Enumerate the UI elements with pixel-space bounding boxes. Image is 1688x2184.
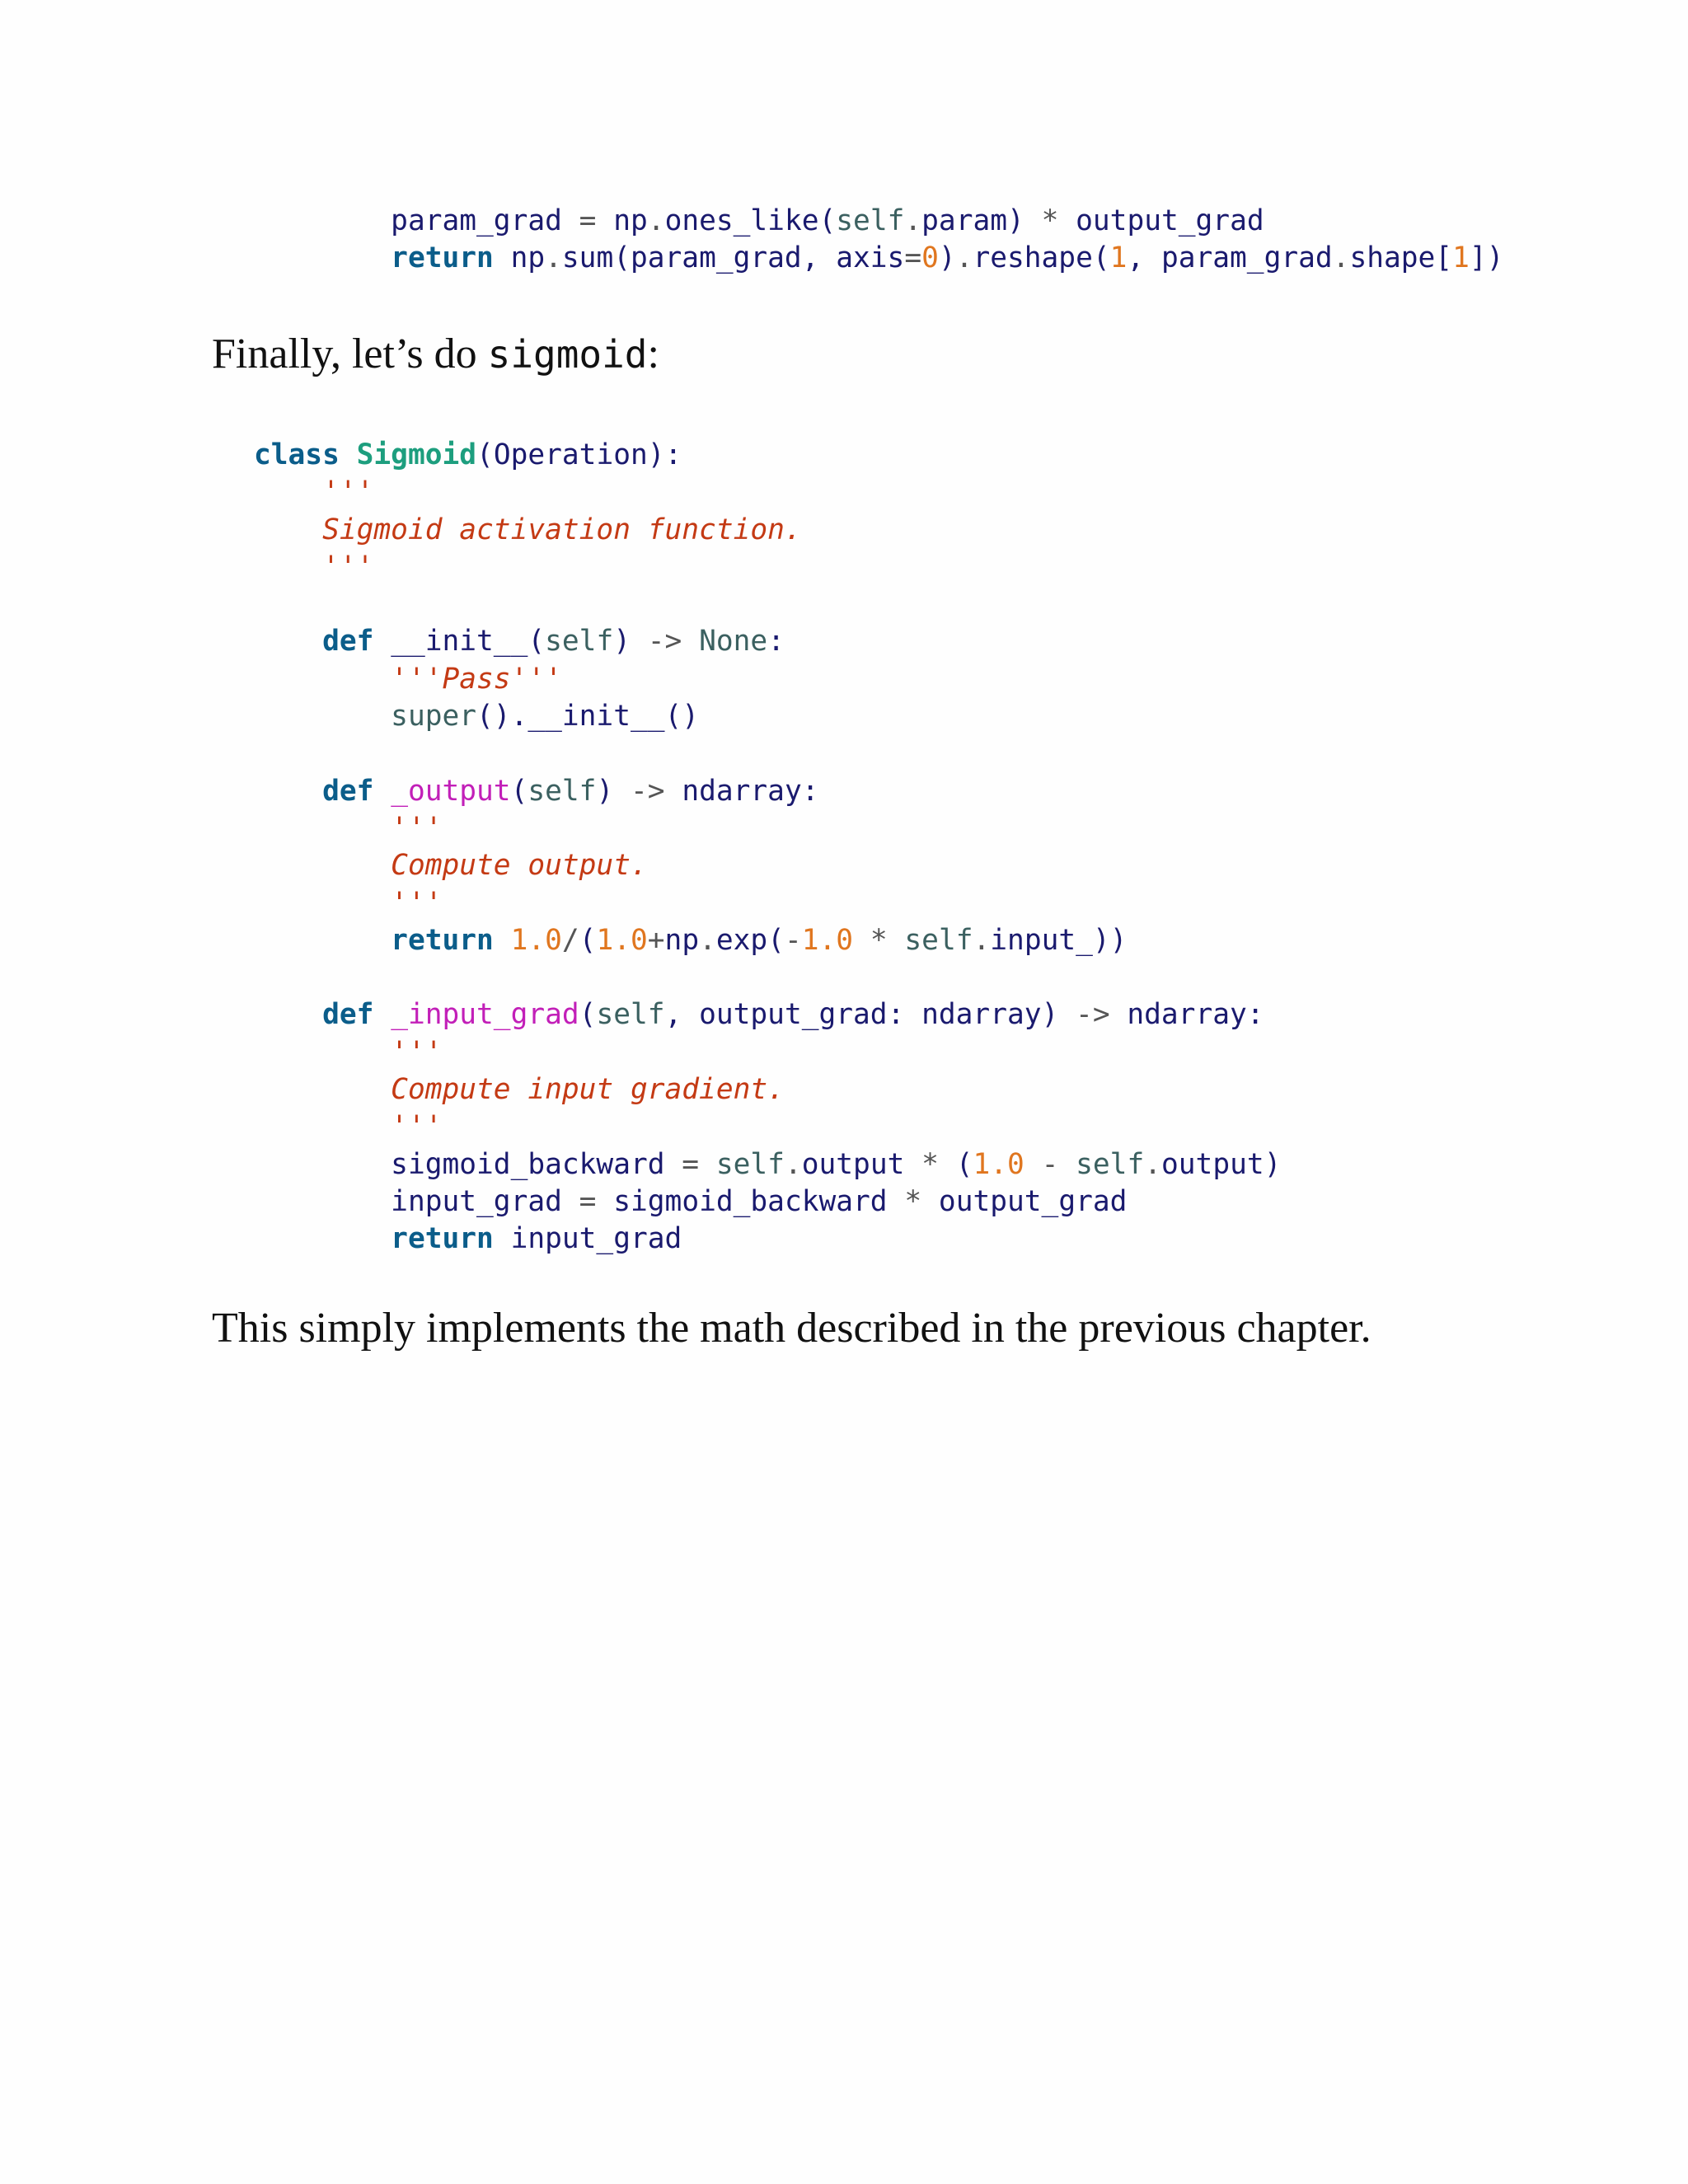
code-token: self bbox=[715, 1147, 785, 1181]
code-token: - bbox=[1041, 1147, 1059, 1181]
code-token bbox=[254, 625, 322, 658]
code-line bbox=[254, 240, 1503, 277]
code-token: ().__init__() bbox=[476, 700, 700, 733]
code-token: output) bbox=[1161, 1147, 1282, 1181]
code-token: ( bbox=[528, 625, 546, 658]
code-token: 0 bbox=[921, 241, 939, 275]
paragraph-text-after: : bbox=[647, 330, 659, 377]
code-token: class bbox=[254, 438, 340, 471]
code-token: ''' bbox=[322, 476, 374, 509]
code-token: . bbox=[647, 204, 665, 237]
code-line bbox=[254, 203, 1503, 240]
code-token: 1.0 bbox=[596, 923, 648, 957]
code-token: param bbox=[921, 204, 1008, 237]
code-token: * bbox=[921, 1147, 939, 1181]
code-token: ( bbox=[510, 774, 528, 808]
code-line bbox=[254, 922, 1281, 959]
code-token: * bbox=[870, 923, 888, 957]
code-token bbox=[254, 204, 391, 237]
code-token: output bbox=[801, 1147, 905, 1181]
code-line bbox=[254, 847, 1281, 884]
code-token bbox=[254, 1222, 391, 1255]
code-line bbox=[254, 1146, 1281, 1183]
code-token: = bbox=[579, 204, 597, 237]
code-token bbox=[373, 775, 391, 808]
code-token: ndarray: bbox=[664, 774, 819, 808]
code-token bbox=[494, 1222, 511, 1255]
code-token: sum bbox=[561, 241, 614, 275]
code-token bbox=[888, 1185, 905, 1218]
code-token bbox=[1025, 1148, 1042, 1181]
code-token: None bbox=[699, 625, 768, 658]
paragraph-intro-sigmoid bbox=[212, 326, 659, 383]
code-token bbox=[254, 663, 391, 696]
code-token bbox=[373, 998, 391, 1031]
code-token: def bbox=[322, 774, 374, 808]
code-token: 1.0 bbox=[801, 923, 854, 957]
code-token bbox=[254, 551, 322, 583]
code-token: 1 bbox=[1452, 241, 1470, 275]
code-token: * bbox=[904, 1184, 922, 1218]
code-token bbox=[904, 1148, 921, 1181]
code-token bbox=[596, 204, 613, 237]
code-token bbox=[254, 1110, 391, 1143]
code-token bbox=[682, 625, 699, 658]
code-token: -> bbox=[631, 774, 665, 808]
code-token: param_grad bbox=[391, 204, 562, 237]
code-token bbox=[254, 513, 322, 546]
code-token: , output_grad: ndarray) bbox=[664, 998, 1076, 1032]
code-token: self bbox=[904, 923, 973, 957]
code-token: ''' bbox=[391, 1035, 443, 1069]
code-line bbox=[254, 810, 1281, 847]
code-token bbox=[939, 1148, 956, 1181]
code-token bbox=[254, 1073, 391, 1106]
code-line bbox=[254, 735, 1281, 772]
code-token: = bbox=[579, 1184, 597, 1218]
code-token: . bbox=[904, 204, 922, 237]
code-token bbox=[853, 924, 870, 957]
code-token bbox=[1025, 204, 1042, 237]
code-token: -> bbox=[1076, 998, 1110, 1032]
code-line bbox=[254, 661, 1281, 698]
code-line bbox=[254, 885, 1281, 922]
code-token: (Operation): bbox=[476, 438, 682, 471]
code-token: sigmoid_backward bbox=[613, 1184, 888, 1218]
code-token: np bbox=[510, 241, 546, 275]
code-token: output_grad bbox=[938, 1184, 1128, 1218]
code-token: _input_grad bbox=[391, 998, 579, 1032]
inline-code-sigmoid: sigmoid bbox=[487, 332, 648, 377]
code-token: __init__ bbox=[391, 625, 528, 658]
code-token: self bbox=[836, 204, 905, 237]
code-token: . bbox=[1332, 241, 1350, 275]
paragraph-text-before: Finally, let’s do bbox=[212, 330, 488, 377]
code-line bbox=[254, 959, 1281, 996]
code-token: * bbox=[1041, 204, 1059, 237]
code-token: input_grad bbox=[391, 1184, 562, 1218]
code-token bbox=[494, 241, 511, 274]
code-token: _output bbox=[391, 774, 511, 808]
code-token bbox=[254, 812, 391, 845]
code-token bbox=[254, 241, 391, 274]
code-token: return bbox=[391, 241, 494, 275]
code-token: ''' bbox=[322, 550, 374, 583]
code-token: input_grad bbox=[510, 1222, 682, 1256]
code-token: = bbox=[904, 241, 922, 275]
code-token: self bbox=[528, 774, 597, 808]
code-token: self bbox=[545, 625, 614, 658]
code-line bbox=[254, 586, 1281, 623]
code-token bbox=[254, 887, 391, 920]
code-token: Compute input gradient. bbox=[391, 1073, 785, 1107]
code-token bbox=[699, 1148, 716, 1181]
code-token bbox=[562, 204, 579, 237]
code-token: ) bbox=[1007, 204, 1025, 237]
code-block-linear-param-grad bbox=[254, 203, 1503, 278]
code-token: def bbox=[322, 625, 374, 658]
code-token: ''' bbox=[391, 811, 443, 845]
code-token: ( bbox=[579, 998, 597, 1032]
code-token: np bbox=[613, 204, 648, 237]
code-token: Sigmoid bbox=[356, 438, 477, 471]
code-token: 1 bbox=[1109, 241, 1128, 275]
code-token: ) bbox=[938, 241, 956, 275]
code-line bbox=[254, 623, 1281, 660]
code-token: . bbox=[545, 241, 562, 275]
code-line bbox=[254, 549, 1281, 586]
code-token: , param_grad bbox=[1127, 241, 1333, 275]
code-token: def bbox=[322, 998, 374, 1032]
code-token bbox=[888, 924, 905, 957]
code-token bbox=[254, 849, 391, 882]
code-token: input_)) bbox=[990, 923, 1128, 957]
code-token bbox=[1058, 204, 1076, 237]
code-line bbox=[254, 474, 1281, 511]
code-token: reshape( bbox=[973, 241, 1110, 275]
code-line bbox=[254, 996, 1281, 1033]
code-token: ) bbox=[613, 625, 648, 658]
code-token: + bbox=[647, 923, 665, 957]
code-token: ''' bbox=[391, 1110, 443, 1144]
code-token: return bbox=[391, 923, 494, 957]
code-token bbox=[254, 775, 322, 808]
code-token: self bbox=[596, 998, 665, 1032]
code-token bbox=[494, 924, 511, 957]
code-token bbox=[254, 998, 322, 1031]
code-token: super bbox=[391, 700, 477, 733]
code-token bbox=[254, 1148, 391, 1181]
code-token: (param_grad, axis bbox=[613, 241, 905, 275]
code-token: Sigmoid activation function. bbox=[322, 513, 802, 546]
code-token: ( bbox=[955, 1147, 973, 1181]
code-token: : bbox=[767, 625, 785, 658]
code-token: 1.0 bbox=[510, 923, 562, 957]
code-token: return bbox=[391, 1222, 494, 1256]
code-token: . bbox=[973, 923, 991, 957]
code-line bbox=[254, 773, 1281, 810]
code-token bbox=[254, 476, 322, 509]
code-token: 1.0 bbox=[973, 1147, 1025, 1181]
code-token: ''' bbox=[391, 886, 443, 920]
code-token bbox=[921, 1185, 939, 1218]
code-token: . bbox=[699, 923, 716, 957]
code-token bbox=[340, 438, 357, 471]
code-token: '''Pass''' bbox=[391, 662, 562, 696]
code-token: ndarray: bbox=[1109, 998, 1264, 1032]
code-token: sigmoid_backward bbox=[391, 1147, 665, 1181]
code-line bbox=[254, 1034, 1281, 1071]
code-token: ( bbox=[818, 204, 837, 237]
code-token: . bbox=[955, 241, 973, 275]
code-token bbox=[254, 924, 391, 957]
code-token: / bbox=[561, 923, 579, 957]
code-token: exp( bbox=[715, 923, 785, 957]
code-token: -> bbox=[647, 625, 682, 658]
code-token: . bbox=[1144, 1147, 1162, 1181]
code-token bbox=[1058, 1148, 1076, 1181]
code-line bbox=[254, 512, 1281, 549]
code-line bbox=[254, 1221, 1281, 1258]
code-token: - bbox=[784, 923, 802, 957]
code-token bbox=[562, 1185, 579, 1218]
code-block-sigmoid-class bbox=[254, 437, 1281, 1258]
code-token bbox=[373, 625, 391, 658]
code-token: . bbox=[784, 1147, 802, 1181]
code-token: Compute output. bbox=[391, 849, 648, 883]
code-token: self bbox=[1076, 1147, 1145, 1181]
code-token bbox=[254, 1185, 391, 1218]
code-token: np bbox=[664, 923, 700, 957]
code-line bbox=[254, 1183, 1281, 1221]
code-line bbox=[254, 1108, 1281, 1146]
code-token bbox=[665, 1148, 682, 1181]
code-token: shape[ bbox=[1349, 241, 1453, 275]
code-token: output_grad bbox=[1076, 204, 1264, 237]
code-token: ) bbox=[596, 774, 631, 808]
code-token bbox=[596, 1185, 613, 1218]
code-line bbox=[254, 437, 1281, 474]
code-token: = bbox=[682, 1147, 700, 1181]
code-line bbox=[254, 1071, 1281, 1108]
code-token: ones_like bbox=[664, 204, 819, 237]
code-line bbox=[254, 698, 1281, 735]
paragraph-closing: This simply implements the math described in the previous chapter. bbox=[212, 1305, 1372, 1352]
code-token bbox=[254, 700, 391, 733]
code-token: ( bbox=[579, 923, 597, 957]
code-token bbox=[254, 1036, 391, 1069]
code-token: ]) bbox=[1469, 241, 1504, 275]
